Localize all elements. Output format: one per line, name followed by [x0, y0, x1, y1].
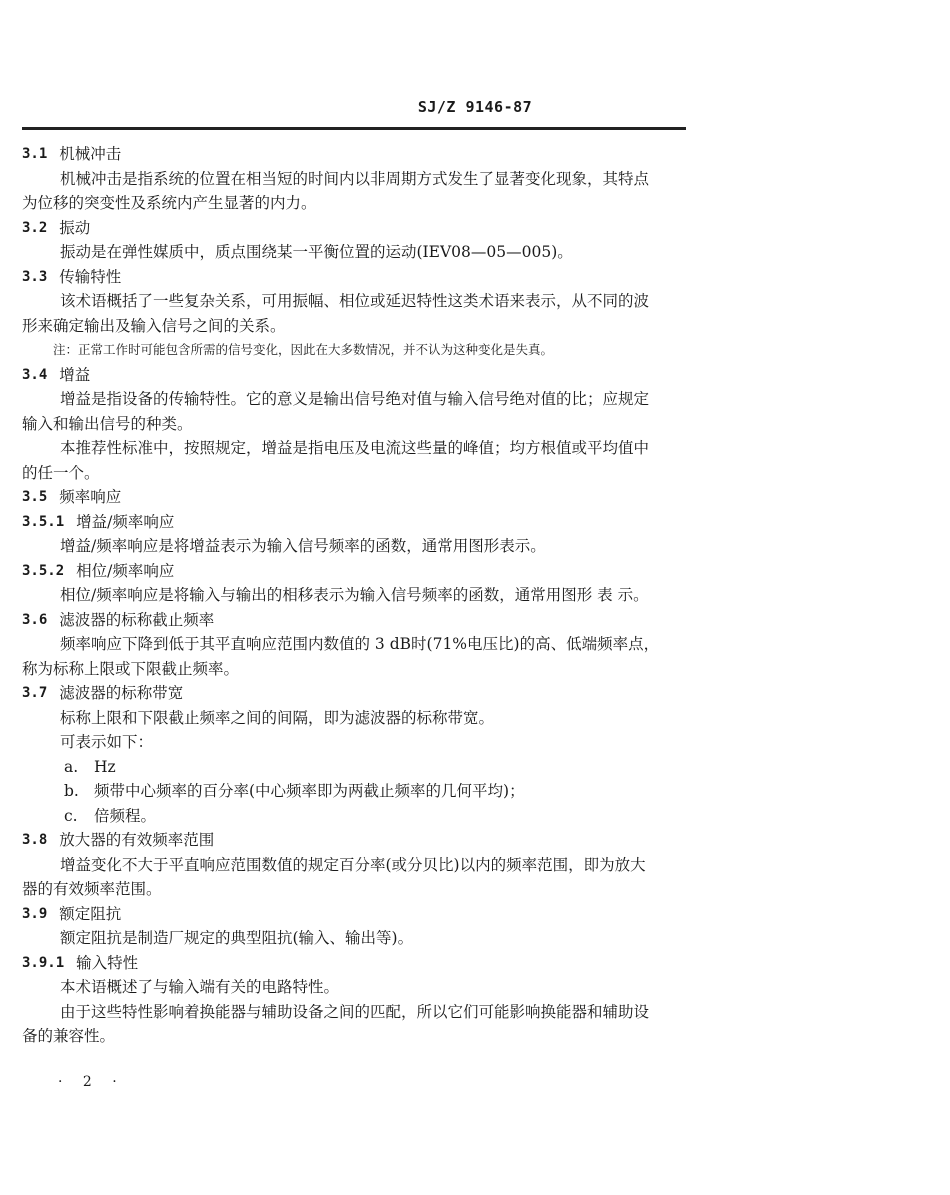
- section-heading-3-9: [22, 902, 697, 927]
- paragraph-line: 输入和输出信号的种类。: [22, 414, 193, 433]
- section-number: 3.3: [22, 268, 48, 285]
- paragraph-line: 该术语概括了一些复杂关系，可用振幅、相位或延迟特性这类术语来表示，从不同的波: [60, 292, 650, 310]
- section-heading-3-9-1: [22, 951, 697, 976]
- paragraph-line: 由于这些特性影响着换能器与辅助设备之间的匹配，所以它们可能影响换能器和辅助设: [60, 1002, 650, 1021]
- section-number: 3.5.2: [22, 562, 65, 579]
- standard-code-header: SJ/Z 9146-87: [417, 98, 533, 116]
- section-heading-3-4: [22, 363, 697, 388]
- list-item: [22, 804, 697, 829]
- list-item-label: a.: [64, 757, 79, 776]
- section-number: 3.9: [22, 905, 48, 922]
- paragraph-line: 标称上限和下限截止频率之间的间隔，即为滤波器的标称带宽。: [60, 708, 495, 727]
- section-title: 传输特性: [59, 267, 122, 286]
- section-title: 输入特性: [76, 953, 139, 972]
- paragraph-line: 可表示如下：: [60, 733, 154, 751]
- section-title: 额定阻抗: [59, 904, 122, 923]
- section-title: 相位/频率响应: [76, 561, 175, 580]
- section-number: 3.2: [22, 219, 48, 236]
- section-heading-3-6: [22, 608, 697, 633]
- section-title: 放大器的有效频率范围: [59, 831, 215, 849]
- paragraph-line: 频率响应下降到低于其平直响应范围内数值的 3 dB时(71%电压比)的高、低端频率点，: [60, 635, 660, 653]
- section-heading-3-7: [22, 681, 697, 706]
- list-item-text: 频带中心频率的百分率(中心频率即为两截止频率的几何平均)；: [94, 782, 525, 800]
- section-heading-3-5: [22, 485, 697, 510]
- section-number: 3.7: [22, 685, 48, 701]
- document-body: [22, 142, 697, 1049]
- paragraph-line: 备的兼容性。: [22, 1027, 116, 1045]
- section-number: 3.5: [22, 489, 48, 505]
- section-title: 振动: [59, 218, 91, 237]
- paragraph-line: 增益/频率响应是将增益表示为输入信号频率的函数，通常用图形表示。: [60, 537, 546, 555]
- paragraph-line: 本推荐性标准中，按照规定，增益是指电压及电流这些量的峰值；均方根值或平均值中: [60, 439, 650, 457]
- note-line: 注：正常工作时可能包含所需的信号变化，因此在大多数情况，并不认为这种变化是失真。: [53, 342, 554, 357]
- paragraph-line: 机械冲击是指系统的位置在相当短的时间内以非周期方式发生了显著变化现象，其特点: [60, 169, 650, 188]
- section-title: 增益: [59, 365, 91, 384]
- page-number: · 2 ·: [58, 1074, 125, 1090]
- section-number: 3.5.1: [22, 513, 65, 530]
- paragraph-line: 形来确定输出及输入信号之间的关系。: [22, 316, 286, 335]
- section-title: 频率响应: [59, 488, 122, 506]
- section-number: 3.6: [22, 611, 48, 628]
- list-item-label: b.: [64, 782, 79, 800]
- section-title: 增益/频率响应: [76, 512, 175, 531]
- section-heading-3-1: [22, 142, 697, 167]
- paragraph-line: 增益变化不大于平直响应范围数值的规定百分率(或分贝比)以内的频率范围，即为放大: [60, 855, 646, 874]
- section-title: 滤波器的标称截止频率: [59, 610, 215, 629]
- section-heading-3-8: [22, 828, 697, 853]
- section-number: 3.8: [22, 832, 48, 848]
- section-heading-3-5-2: [22, 559, 697, 584]
- list-item: [22, 755, 697, 780]
- section-title: 机械冲击: [59, 145, 122, 163]
- section-number: 3.1: [22, 146, 48, 162]
- section-number: 3.9.1: [22, 954, 65, 971]
- list-item: [22, 779, 697, 804]
- section-heading-3-3: [22, 265, 697, 290]
- paragraph-line: 增益是指设备的传输特性。它的意义是输出信号绝对值与输入信号绝对值的比；应规定: [60, 390, 650, 408]
- section-heading-3-2: [22, 216, 697, 241]
- paragraph-line: 称为标称上限或下限截止频率。: [22, 659, 240, 678]
- list-item-text: 倍频程。: [94, 806, 157, 825]
- section-heading-3-5-1: [22, 510, 697, 535]
- list-item-text: Hz: [94, 757, 116, 776]
- header-rule: [22, 127, 686, 130]
- paragraph-line: 振动是在弹性媒质中，质点围绕某一平衡位置的运动(IEV08—05—005)。: [60, 243, 573, 261]
- paragraph-line: 的任一个。: [22, 463, 100, 482]
- section-number: 3.4: [22, 366, 48, 383]
- paragraph-line: 相位/频率响应是将输入与输出的相移表示为输入信号频率的函数，通常用图形 表 示。: [60, 586, 649, 604]
- paragraph-line: 为位移的突变性及系统内产生显著的内力。: [22, 194, 317, 212]
- section-title: 滤波器的标称带宽: [59, 684, 184, 702]
- paragraph-line: 本术语概述了与输入端有关的电路特性。: [60, 978, 340, 996]
- list-item-label: c.: [64, 806, 78, 825]
- paragraph-line: 额定阻抗是制造厂规定的典型阻抗(输入、输出等)。: [60, 929, 414, 947]
- paragraph-line: 器的有效频率范围。: [22, 880, 162, 898]
